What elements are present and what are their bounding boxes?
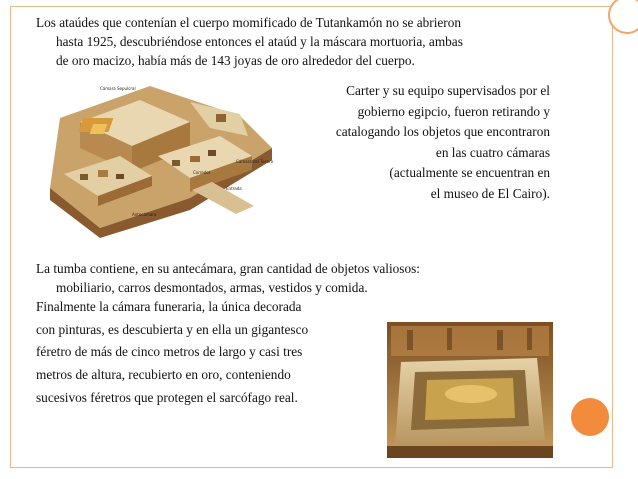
tomb-cutaway-image — [40, 78, 282, 238]
paragraph-antechamber — [36, 259, 420, 297]
carter-line-3: catalogando los objetos que encontraron — [335, 124, 550, 139]
paragraph-coffins-line3: de oro macizo, había más de 143 joyas de oro alrededor del cuerpo. — [56, 53, 415, 68]
burial-line-2: con pinturas, es descubierta y en ella un gigantesco — [36, 321, 309, 337]
label-corredor: Corredor — [193, 170, 211, 175]
burial-chamber-text — [36, 296, 308, 410]
carter-line-4: en las cuatro cámaras — [435, 144, 550, 160]
burial-line-5: sucesivos féretros que protegen el sarcófago real. — [36, 389, 298, 405]
carter-line-1: Carter y su equipo supervisados por el — [346, 83, 550, 98]
paragraph-coffins — [36, 13, 463, 70]
label-antecamara: Antecámara — [132, 212, 157, 217]
paragraph-coffins-line1: Los ataúdes que contenían el cuerpo momificado de Tutankamón no se abrieron — [36, 15, 462, 30]
carter-line-5: (actualmente se encuentran en — [389, 165, 550, 180]
label-tesoro: Cámara del Tesoro — [236, 159, 274, 164]
burial-line-4: metros de altura, recubierto en oro, conteniendo — [36, 367, 291, 383]
label-entrada: Entrada — [226, 186, 242, 191]
paragraph-coffins-line2: hasta 1925, descubriéndose entonces el ataúd y la máscara mortuoria, ambas — [56, 34, 463, 49]
burial-line-3: féretro de más de cinco metros de largo y casi tres — [36, 344, 303, 360]
label-sepulcral: Cámara Sepulcral — [100, 86, 136, 91]
sarcophagus-photo — [387, 322, 553, 458]
paragraph-antechamber-line2: mobiliario, carros desmontados, armas, vestidos y comida. — [56, 280, 368, 295]
paragraph-antechamber-line1: La tumba contiene, en su antecámara, gran cantidad de objetos valiosos: — [36, 261, 420, 276]
orange-dot-decoration — [571, 398, 609, 436]
carter-line-2: gobierno egipcio, fueron retirando y — [357, 103, 550, 119]
burial-line-1: Finalmente la cámara funeraria, la única decorada — [36, 299, 302, 314]
carter-text-block — [336, 81, 550, 204]
carter-line-6: el museo de El Cairo). — [430, 185, 550, 201]
